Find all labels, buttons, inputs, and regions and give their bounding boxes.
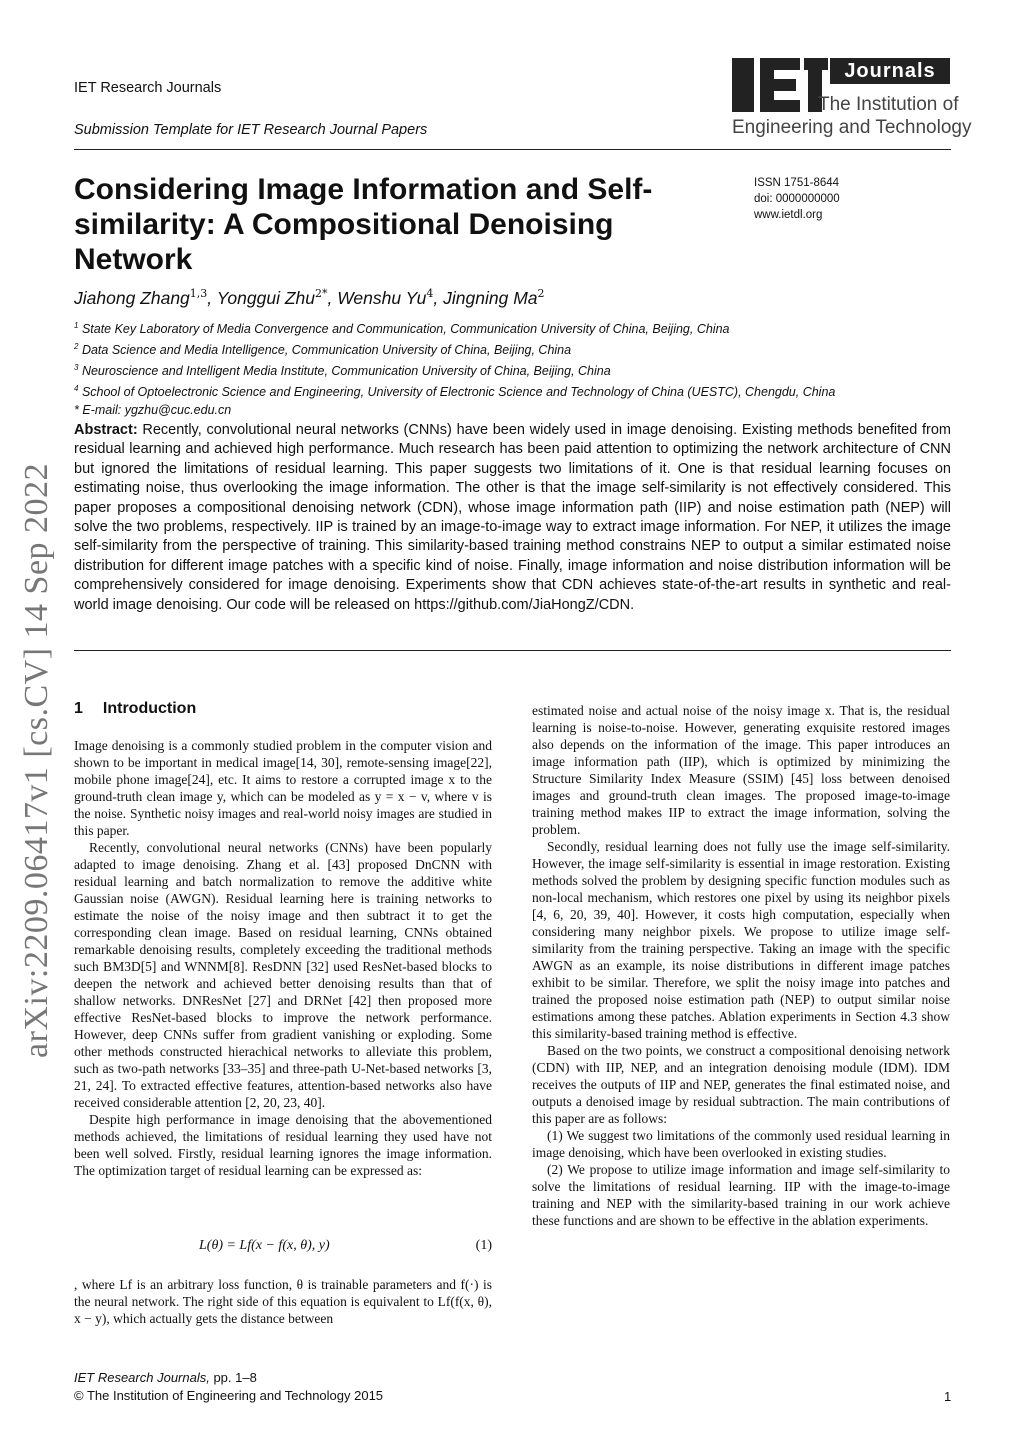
abstract-text: Recently, convolutional neural networks (CNNs) have been widely used in image denoising. Existing methods benefited from residual learning and achieved high performance. Much research has been paid attention to optimizing the network architecture of CNN but ignored the limitations of residual learning. This paper suggests two limitations of it. One is that residual learning focuses on estimating noise, thus overlooking the image information. The other is that the image self-similarity is not effectively considered. This paper proposes a compositional denoising network (CDN), whose image information path (IIP) and noise estimation path (NEP) will solve the two problems, respectively. IIP is trained by an image-to-image way to extract image information. For NEP, it utilizes the image self-similarity from the perspective of training. This similarity-based training method constrains NEP to output a similar estimated noise distribution for different image patches with a specific kind of noise. Finally, image information and noise distribution information will be comprehensively considered for image denoising. Experiments show that CDN achieves state-of-the-art results in synthetic and real-world image denoising. Our code will be released on https://github.com/JiaHongZ/CDN. [74, 422, 951, 613]
section-heading [74, 700, 196, 718]
author-separator: , [327, 287, 338, 308]
affiliation-marker: 1 [74, 321, 79, 330]
abstract-divider [74, 650, 951, 651]
institution-name-line2: Engineering and Technology [732, 117, 972, 138]
affiliation-text: School of Optoelectronic Science and Engineering, University of Electronic Science and Technology of China (UESTC), Chengdu, China [81, 385, 836, 400]
contribution-item: (2) We propose to utilize image information and image self-similarity to solve the limitations of residual learning. IIP with the image-to-image training and NEP with the similarity-based training in our work achieve these functions and are shown to be effective in the ablation experiments. [532, 1162, 950, 1228]
logo-letter-e [760, 58, 800, 112]
affiliation-item [74, 317, 954, 338]
affiliation-marker: 3 [74, 363, 79, 373]
logo-letter-i [732, 58, 754, 112]
equation-number: (1) [475, 1238, 492, 1253]
body-paragraph: Recently, convolutional neural networks (CNNs) have been popularly adapted to image denoising. Zhang et al. [43] proposed DnCNN with residual learning and batch normalization to remove the additive white Gaussian noise (AWGN). Residual learning here is training networks to estimate the noise of the noisy image and then subtract it to get the corresponding clean image. Based on residual learning, CNNs obtained remarkable denoising results, completely exceeding the traditional methods such BM3D[5] and WNNM[8]. ResDNN [32] used ResNet-based blocks to deepen the network and achieved better denoising results than that of shallow networks. DNResNet [27] and DRNet [42] then proposed more effective ResNet-based blocks to improve the network performance. However, deep CNNs suffer from gradient vanishing or exploding. Some other methods constructed hierachical networks to alleviate this problem, such as two-path networks [33–35] and three-path U-Net-based networks [3, 21, 24]. To extracted effective features, attention-based networks also have received considerable attention [2, 20, 23, 40]. [74, 840, 492, 1110]
footer-journal-name: IET Research Journals, [74, 1370, 210, 1385]
author-affiliation-marker: 2* [315, 287, 328, 300]
abstract-label: Abstract: [74, 422, 138, 438]
section-title: Introduction [102, 700, 197, 717]
author-affiliation-marker: 1,3 [189, 287, 208, 300]
corresponding-email: * E-mail: ygzhu@cuc.edu.cn [74, 402, 232, 417]
affiliation-item [74, 359, 954, 380]
equation-body: L(θ) = Lf(x − f(x, θ), y) [199, 1238, 330, 1253]
author-list [74, 287, 545, 309]
author-name: Wenshu Yu [337, 287, 427, 308]
paper-title: Considering Image Information and Self-similarity: A Compositional Denoising Network [74, 173, 653, 276]
affiliation-item [74, 380, 954, 401]
footer-pages: pp. 1–8 [209, 1370, 257, 1385]
doi: doi: 0000000000 [754, 193, 840, 205]
arxiv-stamp: arXiv:2209.06417v1 [cs.CV] 14 Sep 2022 [18, 462, 55, 1058]
issn-number: ISSN 1751-8644 [754, 177, 840, 189]
affiliation-text: State Key Laboratory of Media Convergence and Communication, Communication University of China, Beijing, China [81, 322, 730, 337]
right-column [532, 702, 950, 1229]
section-number: 1 [74, 700, 83, 717]
left-column-continued [74, 1276, 492, 1327]
author-affiliation-marker: 2 [537, 287, 545, 300]
body-paragraph: Secondly, residual learning does not fully use the image self-similarity. However, the image self-similarity is essential in image restoration. Existing methods solved the problem by designing specific function modules such as non-local mechanism, which restores one pixel by using its neighbor pixels [4, 6, 20, 39, 40]. However, it costs high computation, especially when considering many neighbor pixels. We propose to utilize image self-similarity from the training perspective. Taking an image with the specific AWGN as an example, its noise distributions in different image patches exhibit to be similar. Therefore, we split the noisy image into patches and trained the proposed noise estimation path (NEP) to output similar noise estimations among these patches. Ablation experiments in Section 4.3 show this similarity-based training method is effective. [532, 839, 950, 1041]
body-paragraph: Based on the two points, we construct a compositional denoising network (CDN) with IIP, NEP, and an integration denoising module (IDM). IDM receives the outputs of IIP and NEP, generates the final estimated noise, and outputs a denoised image by residual subtraction. The main contributions of this paper are as follows: [532, 1043, 950, 1126]
body-paragraph: , where Lf is an arbitrary loss function, θ is trainable parameters and f(·) is the neural network. The right side of this equation is equivalent to Lf(f(x, θ), x − y), which actually gets the distance between [74, 1277, 492, 1326]
author-name: Jingning Ma [443, 287, 538, 308]
body-paragraph: Despite high performance in image denoising that the abovementioned methods achieved, the limitations of residual learning they used have not been well solved. Firstly, residual learning ignores the image information. The optimization target of residual learning can be expressed as: [74, 1112, 492, 1178]
header-divider [74, 149, 951, 150]
affiliation-item [74, 338, 954, 359]
author-name: Yonggui Zhu [216, 287, 315, 308]
author-separator: , [207, 287, 217, 308]
abstract [74, 421, 951, 615]
footer-copyright: © The Institution of Engineering and Technology 2015 [74, 1388, 384, 1403]
affiliation-text: Neuroscience and Intelligent Media Institute, Communication University of China, Beijing, China [81, 364, 611, 379]
journal-url[interactable]: www.ietdl.org [754, 209, 823, 221]
body-paragraph: estimated noise and actual noise of the noisy image x. That is, the residual learning is noise-to-noise. However, generating exquisite restored images also depends on the information of the image. This paper introduces an image information path (IIP), which is optimized by minimizing the Structure Similarity Index Measure (SSIM) [45] loss between denoised images and ground-truth clean images. The proposed image-to-image training method makes IIP to extract the image information, solving the problem. [532, 703, 950, 837]
author-name: Jiahong Zhang [74, 287, 190, 308]
page-number: 1 [944, 1389, 952, 1404]
journals-badge: Journals [830, 58, 950, 84]
contribution-item: (1) We suggest two limitations of the commonly used residual learning in image denoising, which have been overlooked in existing studies. [532, 1128, 950, 1160]
author-affiliation-marker: 4 [426, 287, 434, 300]
author-separator: , [433, 287, 444, 308]
affiliation-marker: 4 [74, 384, 79, 394]
affiliation-text: Data Science and Media Intelligence, Communication University of China, Beijing, China [81, 343, 572, 358]
affiliation-marker: 2 [74, 342, 79, 352]
institution-name-line1: The Institution of [818, 94, 959, 115]
affiliation-list [74, 317, 954, 419]
issn-block [754, 175, 840, 223]
footer-journal [74, 1370, 257, 1385]
body-paragraph: Image denoising is a commonly studied problem in the computer vision and shown to be important in medical image[14, 30], remote-sensing image[22], mobile phone image[24], etc. It aims to restore a corrupted image x to the ground-truth clean image y, which can be modeled as y = x − v, where v is the noise. Synthetic noisy images and real-world noisy images are studied in this paper. [74, 738, 492, 838]
equation [74, 1238, 492, 1258]
template-subtitle: Submission Template for IET Research Journal Papers [74, 122, 428, 138]
left-column [74, 737, 492, 1179]
journal-name: IET Research Journals [74, 80, 222, 96]
